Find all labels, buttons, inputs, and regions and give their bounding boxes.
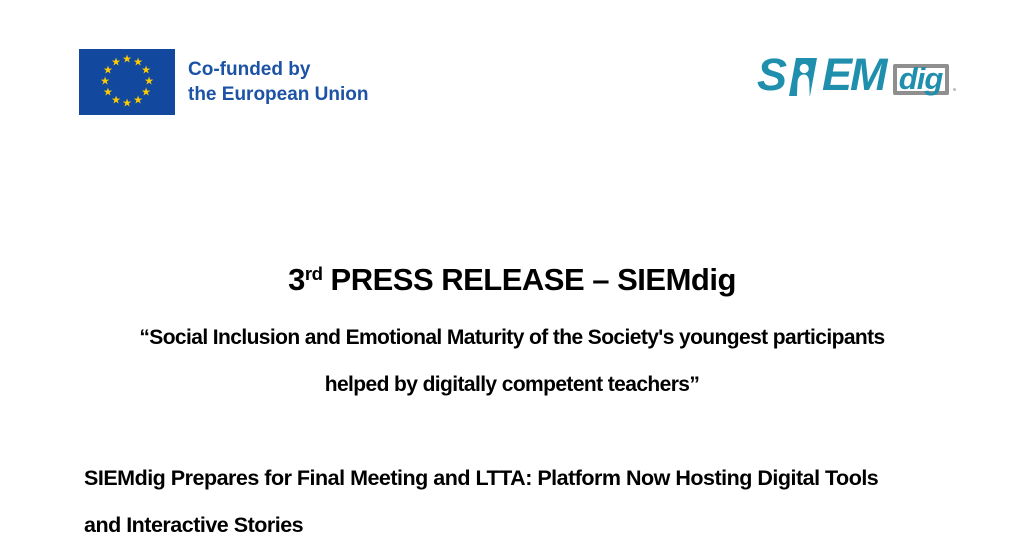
screen-frame-icon: [893, 61, 949, 96]
eu-star-icon: ★: [133, 56, 143, 69]
eu-star-icon: ★: [141, 86, 151, 99]
headline-line-1: SIEMdig Prepares for Final Meeting and LTTA: Platform Now Hosting Digital Tools: [84, 466, 879, 490]
subtitle-line-2: helped by digitally competent teachers”: [324, 373, 700, 396]
siemdig-logo-letter-s: S: [757, 49, 786, 100]
eu-cofunded-logo: [79, 49, 369, 115]
eu-logo-text-line1: Co-funded by: [188, 59, 311, 80]
subtitle-line-1: “Social Inclusion and Emotional Maturity of the Society's youngest participants: [139, 326, 885, 349]
eu-star-icon: ★: [103, 64, 113, 77]
registered-mark-dot: [953, 88, 956, 91]
eu-star-icon: ★: [122, 53, 132, 66]
person-silhouette-icon: [789, 58, 819, 96]
eu-star-icon: ★: [103, 86, 113, 99]
siemdig-logo: [757, 49, 956, 100]
title-number: 3: [288, 261, 305, 297]
eu-star-icon: ★: [144, 75, 154, 88]
eu-logo-text-line2: the European Union: [188, 84, 369, 105]
siemdig-logo-dig-text: dig: [898, 61, 943, 96]
eu-star-icon: ★: [133, 94, 143, 107]
headline-line-2: and Interactive Stories: [84, 513, 304, 537]
eu-logo-text: [188, 57, 369, 107]
eu-star-icon: ★: [111, 94, 121, 107]
siemdig-logo-letters-em: EM: [822, 49, 886, 100]
project-subtitle-quote: [0, 314, 1024, 408]
eu-star-icon: ★: [122, 97, 132, 110]
eu-star-icon: ★: [100, 75, 110, 88]
eu-flag-icon: [79, 49, 175, 115]
eu-star-icon: ★: [111, 56, 121, 69]
article-headline: [84, 455, 994, 549]
eu-star-icon: ★: [141, 64, 151, 77]
press-release-title: [0, 262, 1024, 298]
title-ordinal-superscript: rd: [304, 263, 323, 285]
title-text: PRESS RELEASE – SIEMdig: [322, 261, 736, 297]
